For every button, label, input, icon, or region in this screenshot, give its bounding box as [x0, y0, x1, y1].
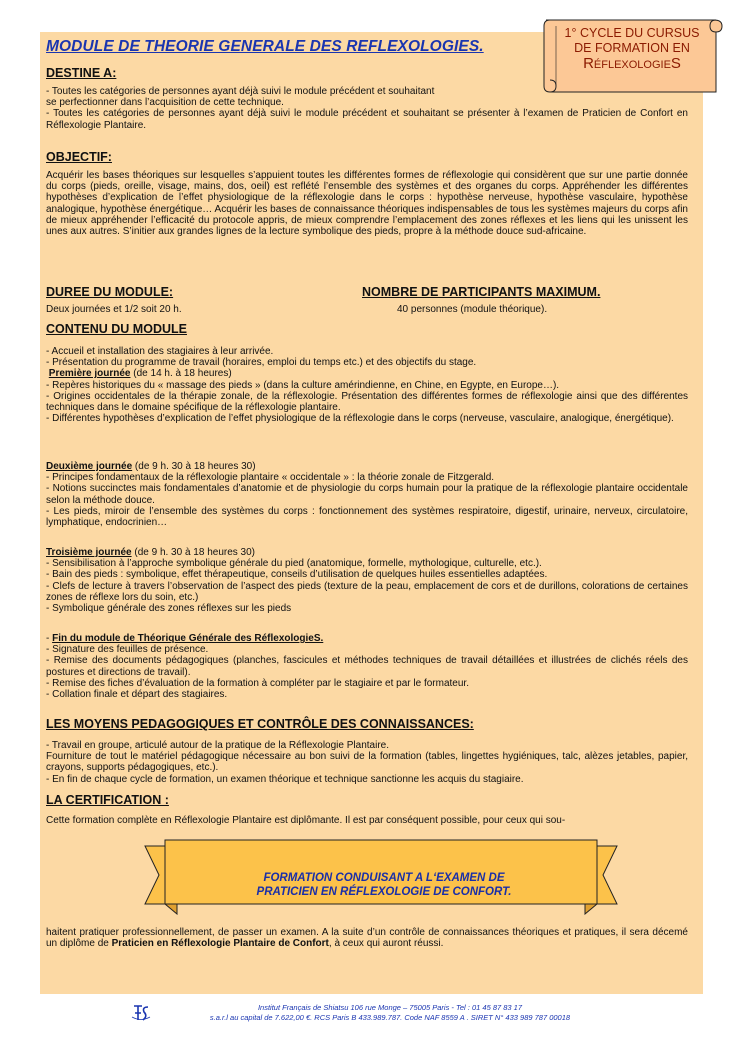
- certification-text-2: [46, 927, 688, 949]
- destine-item-2: - Toutes les catégories de personnes ayant déjà suivi le module précédent et souhaitant se présenter à l’examen de Praticien de Confort en Réflexologie Plantaire.: [46, 108, 688, 131]
- moyens-item-3: - En fin de chaque cycle de formation, un examen théorique et technique sanctionne les acquis du stagiaire.: [46, 773, 524, 785]
- section-heading-duree: DUREE DU MODULE:: [46, 285, 174, 299]
- fin-title: Fin du module de Théorique Générale des RéflexologieS.: [52, 633, 324, 644]
- fin-item-2: - Remise des documents pédagogiques (planches, fascicules et méthodes techniques de travail détaillées et illustrées de clichés réels des postures et directions de travail).: [46, 655, 688, 678]
- day-3-block: [46, 547, 688, 614]
- destine-item-1-cont: se perfectionner dans l’acquisition de cette technique.: [46, 97, 284, 109]
- participants-value: 40 personnes (module théorique).: [397, 304, 548, 315]
- contenu-intro-2: - Présentation du programme de travail (horaires, emploi du temps etc.) et des objectifs du stage.: [46, 357, 477, 369]
- day-3-header: [46, 547, 688, 558]
- footer-line-2: s.a.r.l au capital de 7.622,00 €. RCS Paris B 433.989.787. Code NAF 8559 A . SIRET N° 433 989 787 00018: [209, 1012, 571, 1022]
- section-heading-destine: DESTINE A:: [46, 66, 117, 80]
- objectif-text: [46, 170, 688, 237]
- day-1-item-1: - Repères historiques du « massage des pieds » (dans la culture amérindienne, en Chine, en Egypte, en Europe…).: [46, 379, 560, 391]
- certification-paragraph-2: [46, 927, 688, 949]
- day-3-item-1: - Sensibilisation à l’approche symbolique générale du pied (anatomique, formelle, mythologique, culturelle, etc.).: [46, 558, 542, 570]
- certification-p2-end: , à ceux qui auront réussi.: [328, 938, 444, 950]
- fin-prefix: -: [46, 633, 53, 644]
- page-title: MODULE DE THEORIE GENERALE DES REFLEXOLOGIES.: [46, 38, 484, 55]
- day-3-item-2: - Bain des pieds : symbolique, effet thérapeutique, conseils d’utilisation de quelques huiles essentielles adaptées.: [46, 569, 548, 581]
- day-1-time: (de 14 h. à 18 heures): [130, 368, 232, 380]
- day-1-item-3: - Différentes hypothèses d’explication de l’effet physiologique de la réflexologie dans le corps (nerveuse, vasculaire, analogique, énergétique).: [46, 413, 674, 425]
- banner-line-2: PRATICIEN EN RÉFLEXOLOGIE DE CONFORT.: [256, 886, 512, 898]
- destine-item-1: - Toutes les catégories de personnes ayant déjà suivi le module précédent et souhaitant: [46, 86, 435, 97]
- contenu-intro-1: - Accueil et installation des stagiaires à leur arrivée.: [46, 346, 274, 357]
- section-heading-contenu: CONTENU DU MODULE: [46, 322, 187, 336]
- day-2-title: Deuxième journée: [46, 461, 133, 472]
- day-2-item-3: - Les pieds, miroir de l’ensemble des systèmes du corps : fonctionnement des systèmes respiratoire, digestif, urinaire, nerveux, circulatoire, lymphatique, endocrinien…: [46, 505, 688, 529]
- contenu-text: [46, 346, 688, 424]
- moyens-item-2: Fourniture de tout le matériel pédagogique nécessaire au bon suivi de la formation (tables, lingettes hygiéniques, talc, alèzes jetables, papier, crayons, supports pédagogiques, etc.).: [46, 751, 688, 774]
- section-heading-certification: LA CERTIFICATION :: [46, 793, 169, 807]
- badge-line-2: DE FORMATION EN: [574, 41, 690, 55]
- moyens-text: [46, 740, 688, 785]
- badge-line-1: 1° CYCLE DU CURSUS: [564, 26, 700, 40]
- fin-header: [46, 633, 688, 644]
- badge-line-3: RéflexologieS: [583, 55, 681, 72]
- day-3-item-3: - Clefs de lecture à travers l’observation de l’aspect des pieds (texture de la peau, emplacement de cors et de durillons, colorations de certaines zones de réflexe lors du soin, etc.): [46, 580, 688, 603]
- objectif-paragraph: Acquérir les bases théoriques sur lesquelles s’appuient toutes les différentes formes de réflexologie qui considèrent que sur une partie donnée du corps (pieds, oreille, visage, mains, dos, oeil) est reflété l’ensemble des systèmes et des organes du corps. Appréhender les différentes hypothèses d’explication de l’effet physiologique de la réflexologie dans le corps : hypothèse nerveuse, hypothèse vasculaire, hypothèse analogique, hypothèse énergétique… Acquérir les bases de connaissance théoriques indispensables de tous les systèmes majeurs du corps afin de mieux appréhender l’efficacité du protocole appris, de mieux comprendre l’emplacement des zones réflexes et les liens qui les unissent les unes aux autres. S’initier aux grandes lignes de la lecture symbolique des pieds, propre à la méthode douce sud-africaine.: [46, 170, 688, 238]
- day-1-header: [46, 368, 688, 379]
- day-3-item-4: - Symbolique générale des zones réflexes sur les pieds: [46, 603, 292, 615]
- footer: [130, 1003, 650, 1022]
- fin-block: [46, 633, 688, 700]
- fin-item-1: - Signature des feuilles de présence.: [46, 644, 209, 656]
- banner-line-1: FORMATION CONDUISANT A L‘EXAMEN DE: [263, 872, 505, 884]
- destine-text: [46, 86, 688, 131]
- day-3-time: (de 9 h. 30 à 18 heures 30): [131, 547, 256, 558]
- day-2-time: (de 9 h. 30 à 18 heures 30): [132, 461, 256, 472]
- footer-line-1: Institut Français de Shiatsu 106 rue Monge – 75005 Paris - Tel : 01 45 87 83 17: [257, 1003, 523, 1012]
- cycle-badge-text: [552, 26, 712, 71]
- section-heading-objectif: OBJECTIF:: [46, 150, 112, 164]
- day-2-item-2: - Notions succinctes mais fondamentales d’anatomie et de physiologie du corps humain pour la pratique de la réflexologie plantaire occidentale selon la méthode douce.: [46, 483, 688, 506]
- section-heading-moyens: LES MOYENS PEDAGOGIQUES ET CONTRÔLE DES CONNAISSANCES:: [46, 717, 474, 731]
- day-1-title: Première journée: [48, 368, 131, 380]
- moyens-item-1: - Travail en groupe, articulé autour de la pratique de la Réflexologie Plantaire.: [46, 740, 389, 751]
- fin-item-4: - Collation finale et départ des stagiaires.: [46, 689, 228, 701]
- certification-paragraph-1: Cette formation complète en Réflexologie Plantaire est diplômante. Il est par conséquent possible, pour ceux qui sou-: [46, 815, 566, 826]
- day-3-title: Troisième journée: [46, 547, 132, 558]
- banner-text: [200, 871, 568, 899]
- certification-text-1: [46, 815, 688, 826]
- certification-p2-start: haitent pratiquer professionnellement, de passer un examen. A la suite d’un contrôle de connaissances théoriques et pratiques, il sera décemé un diplôme de: [46, 927, 688, 950]
- duree-value: Deux journées et 1/2 soit 20 h.: [46, 304, 182, 315]
- day-1-item-2: - Origines occidentales de la thérapie zonale, de la réflexologie. Présentation des différentes formes de réflexologie ainsi que des différentes techniques dans le domaine spécifique de la réflexologie plantaire.: [46, 390, 688, 414]
- section-heading-participants: NOMBRE DE PARTICIPANTS MAXIMUM.: [362, 285, 601, 299]
- diploma-name: Praticien en Réflexologie Plantaire de Confort: [111, 938, 329, 950]
- day-2-item-1: - Principes fondamentaux de la réflexologie plantaire « occidentale » : la théorie zonale de Fitzgerald.: [46, 472, 495, 484]
- day-2-block: [46, 461, 688, 528]
- day-2-header: [46, 461, 688, 472]
- fin-item-3: - Remise des fiches d’évaluation de la formation à compléter par le stagiaire et par le formateur.: [46, 677, 469, 689]
